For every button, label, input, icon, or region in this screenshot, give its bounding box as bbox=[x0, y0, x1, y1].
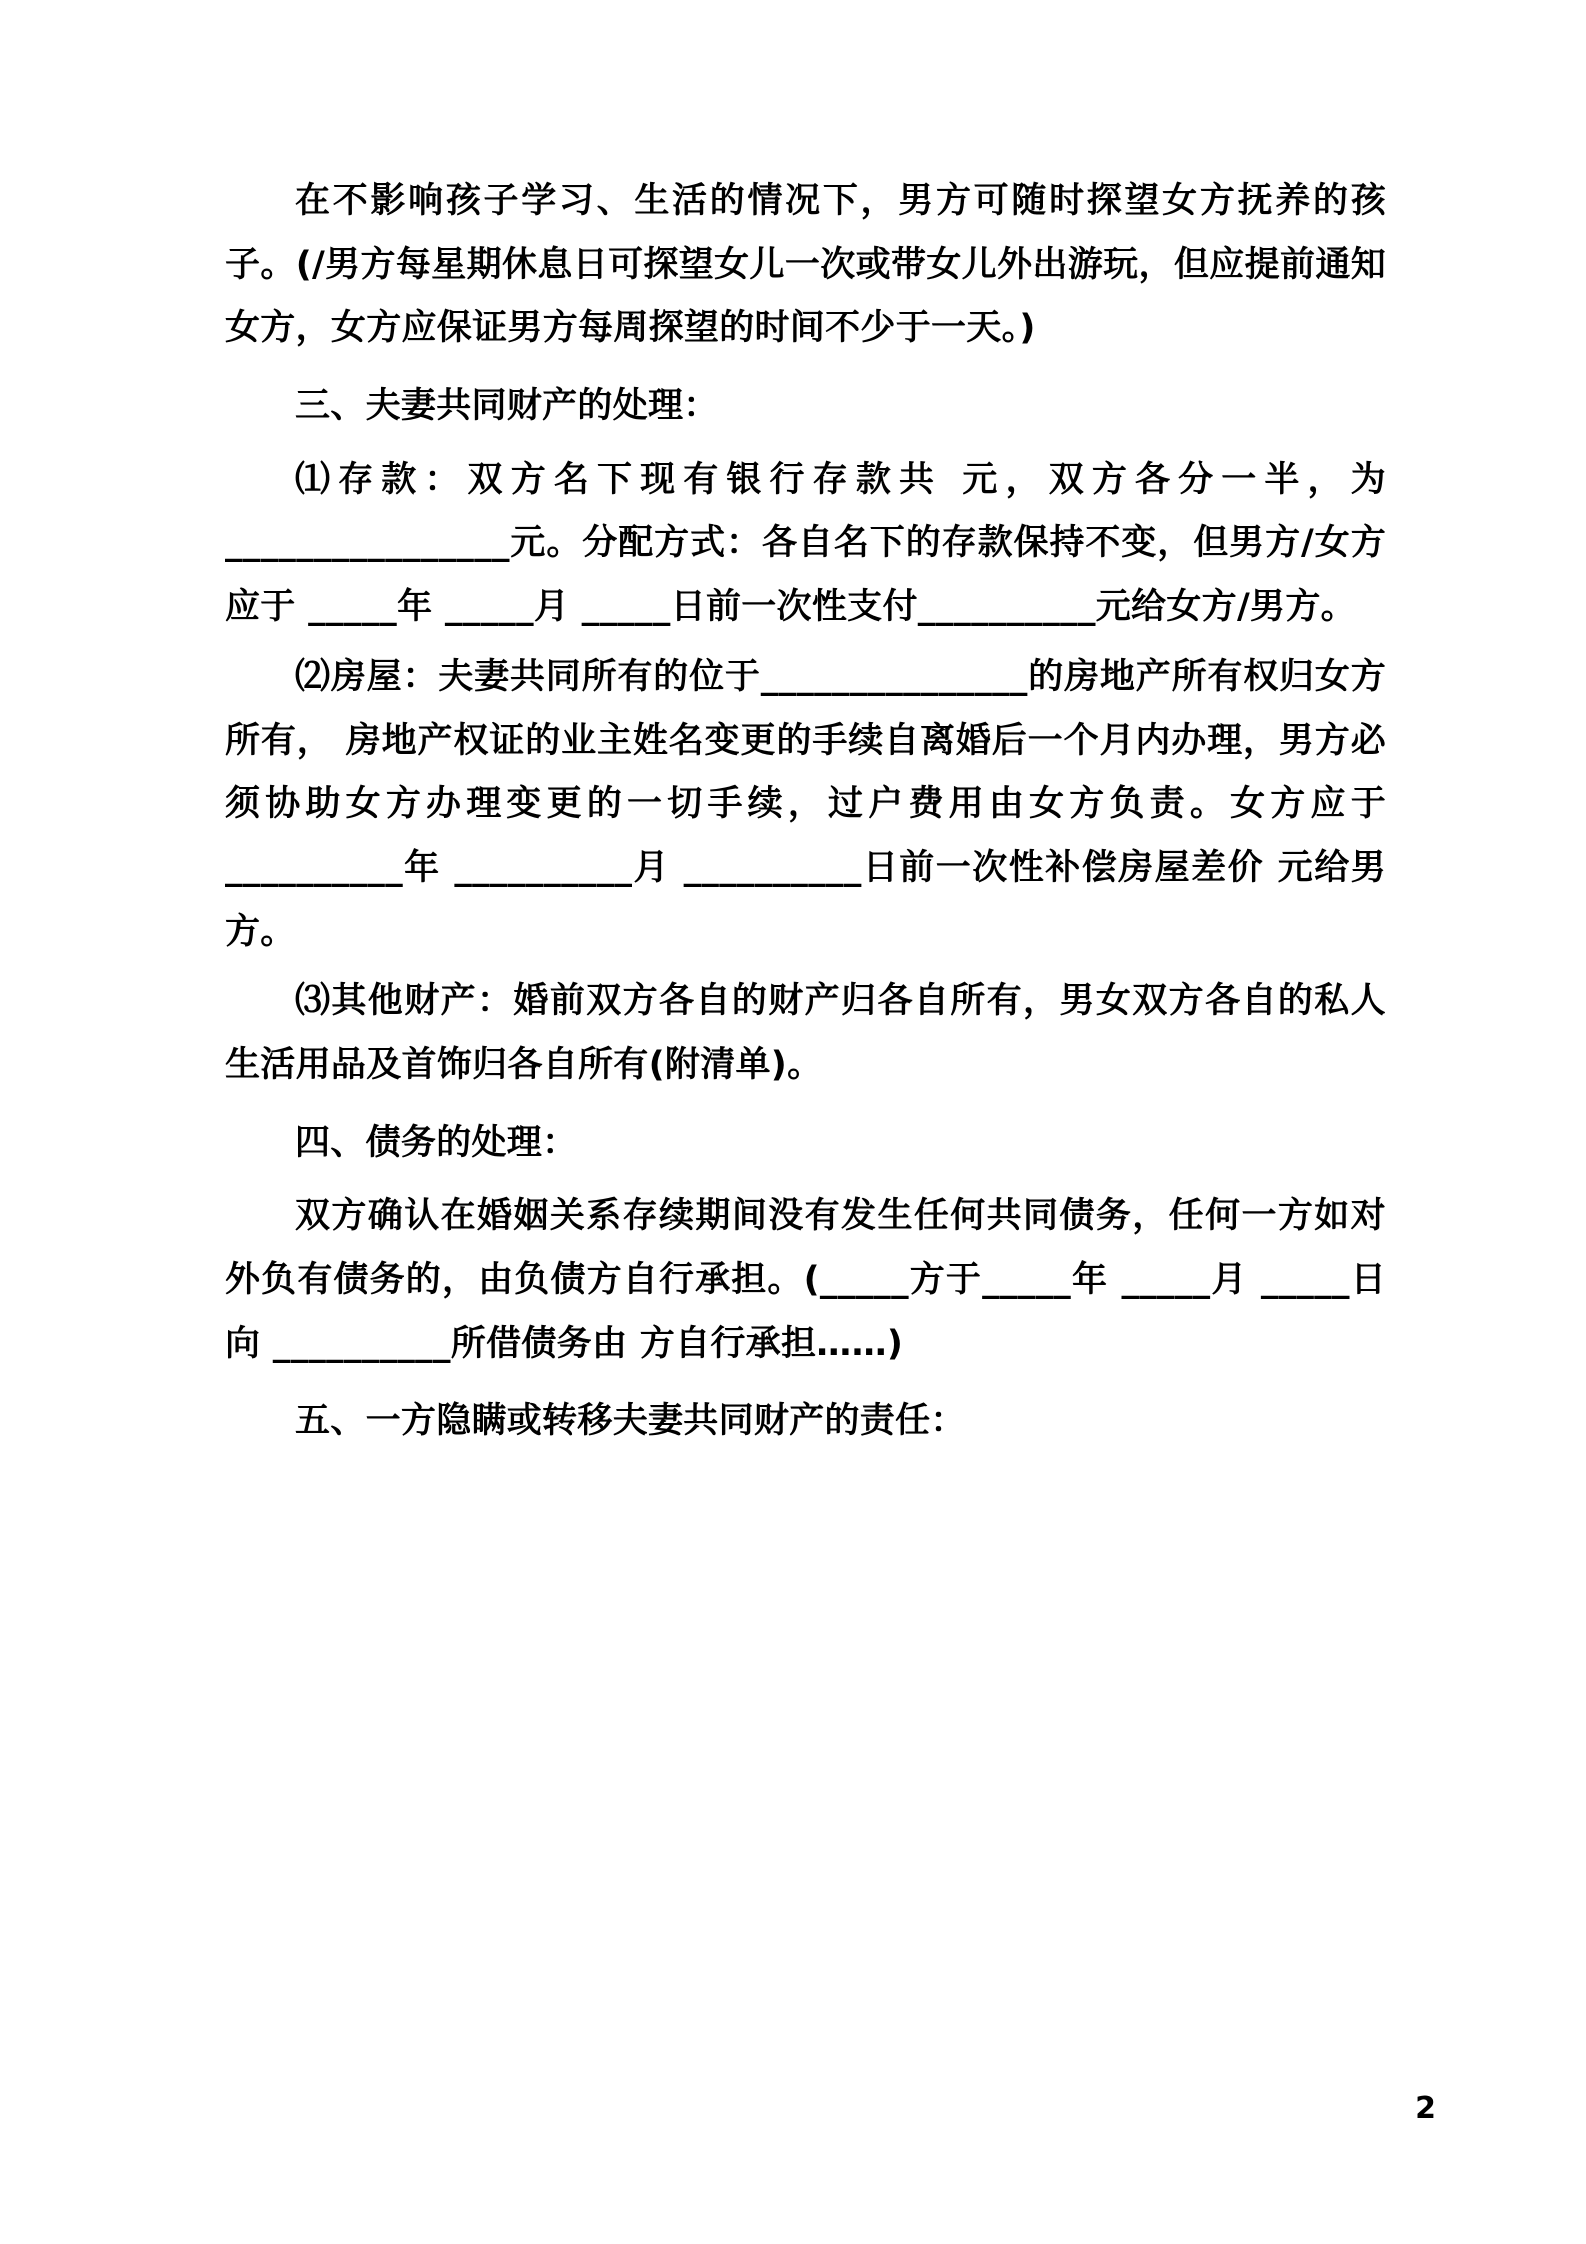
paragraph-item-deposit: ⑴存款：双方名下现有银行存款共 元，双方各分一半，为________________元。分配方式：各自名下的存款保持不变，但男方/女方应于 _____年 _____月 _____日前一次性支付__________元给女方/男方。 bbox=[225, 459, 1386, 628]
paragraph-item-house: ⑵房屋：夫妻共同所有的位于_______________的房地产所有权归女方所有， 房地产权证的业主姓名变更的手续自离婚后一个月内办理，男方必须协助女方办理变更的一切手续，过户费用由女方负责。女方应于 __________年 __________月 __________日前一次性补偿房屋差价 元给男方。 bbox=[225, 656, 1386, 952]
heading-section-five: 五、一方隐瞒或转移夫妻共同财产的责任： bbox=[295, 1401, 966, 1442]
paragraph-item-other-property: ⑶其他财产：婚前双方各自的财产归各自所有，男女双方各自的私人生活用品及首饰归各自所有(附清单)。 bbox=[225, 981, 1386, 1085]
document-body bbox=[225, 170, 1386, 1454]
paragraph-debt-body: 双方确认在婚姻关系存续期间没有发生任何共同债务，任何一方如对外负有债务的，由负债方自行承担。(_____方于_____年 _____月 _____日向 __________所借债务由 方自行承担……) bbox=[225, 1196, 1386, 1364]
heading-section-four: 四、债务的处理： bbox=[295, 1122, 578, 1163]
heading-section-three: 三、夫妻共同财产的处理： bbox=[295, 386, 719, 427]
paragraph-visitation: 在不影响孩子学习、生活的情况下，男方可随时探望女方抚养的孩子。(/男方每星期休息日可探望女儿一次或带女儿外出游玩，但应提前通知女方，女方应保证男方每周探望的时间不少于一天。) bbox=[225, 181, 1386, 349]
page-number: 2 bbox=[1415, 2091, 1436, 2126]
